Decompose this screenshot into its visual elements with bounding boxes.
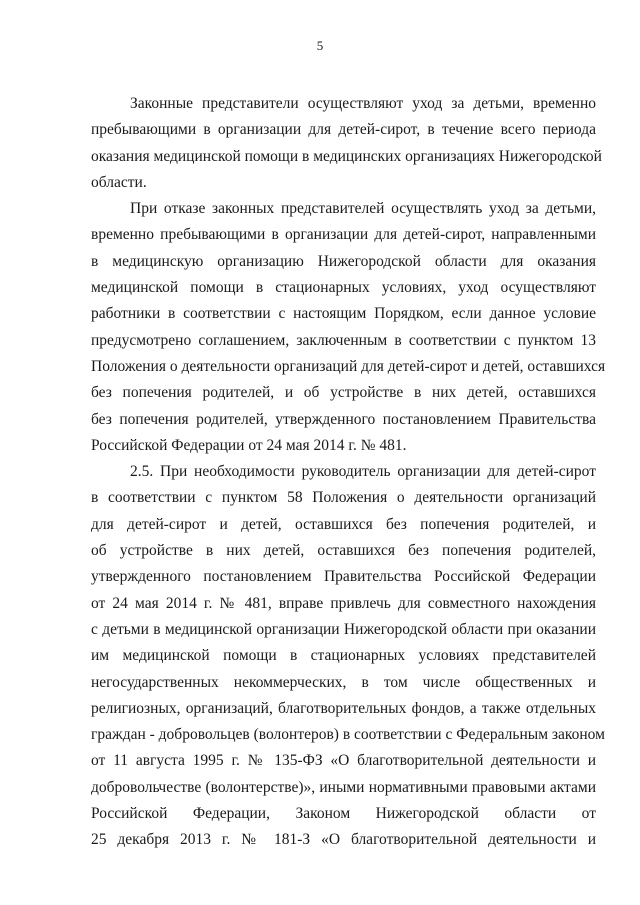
text-line: от 24 мая 2014 г. № 481, вправе привлечь для совместного нахождения bbox=[91, 594, 596, 612]
text-line: от 11 августа 1995 г. № 135-ФЗ «О благотворительной деятельности и bbox=[91, 752, 596, 770]
text-line: 2.5. При необходимости руководитель организации для детей-сирот bbox=[130, 463, 596, 481]
text-line: без попечения родителей, и об устройстве в них детей, оставшихся bbox=[91, 384, 596, 402]
text-line: в медицинскую организацию Нижегородской области для оказания bbox=[91, 252, 596, 270]
text-line: предусмотрено соглашением, заключенным в соответствии с пунктом 13 bbox=[91, 331, 596, 349]
document-body bbox=[91, 91, 606, 854]
text-line: для детей-сирот и детей, оставшихся без попечения родителей, и bbox=[91, 515, 596, 533]
paragraph-refusal-of-care bbox=[91, 196, 606, 459]
text-line: Российской Федерации от 24 мая 2014 г. № 481. bbox=[91, 436, 407, 454]
text-line: граждан - добровольцев (волонтеров) в соответствии с Федеральным законом bbox=[91, 726, 605, 744]
text-line: медицинской помощи в стационарных условиях, уход осуществляют bbox=[91, 279, 596, 297]
text-line: утвержденного постановлением Правительства Российской Федерации bbox=[91, 568, 596, 586]
text-line: без попечения родителей, утвержденного постановлением Правительства bbox=[91, 410, 596, 428]
text-line: с детьми в медицинской организации Нижегородской области при оказании bbox=[91, 620, 596, 638]
text-line: в соответствии с пунктом 58 Положения о деятельности организаций bbox=[91, 489, 596, 507]
text-line: пребывающими в организации для детей-сирот, в течение всего периода bbox=[91, 121, 596, 139]
text-line: религиозных, организаций, благотворительных фондов, а также отдельных bbox=[91, 699, 596, 717]
text-line: области. bbox=[91, 173, 147, 191]
text-line: негосударственных некоммерческих, в том числе общественных и bbox=[91, 673, 596, 691]
text-line: 25 декабря 2013 г. № 181-З «О благотворительной деятельности и bbox=[91, 831, 596, 849]
paragraph-section-2-5 bbox=[91, 459, 605, 853]
text-line: При отказе законных представителей осуществлять уход за детьми, bbox=[130, 200, 596, 218]
text-line: добровольчестве (волонтерстве)», иными нормативными правовыми актами bbox=[91, 778, 596, 796]
paragraph-legal-representatives-care bbox=[91, 91, 602, 196]
text-line: Положения о деятельности организаций для детей-сирот и детей, оставшихся bbox=[91, 357, 606, 375]
text-line: оказания медицинской помощи в медицинских организациях Нижегородской bbox=[91, 147, 602, 165]
text-line: об устройстве в них детей, оставшихся без попечения родителей, bbox=[91, 542, 596, 560]
text-line: работники в соответствии с настоящим Порядком, если данное условие bbox=[91, 305, 596, 323]
text-line: временно пребывающими в организации для детей-сирот, направленными bbox=[91, 226, 596, 244]
text-line: им медицинской помощи в стационарных условиях представителей bbox=[91, 647, 596, 665]
text-line: Законные представители осуществляют уход за детьми, временно bbox=[130, 95, 596, 112]
text-line: Российской Федерации, Законом Нижегородской области от bbox=[91, 805, 596, 823]
page-number: 5 bbox=[316, 38, 324, 53]
